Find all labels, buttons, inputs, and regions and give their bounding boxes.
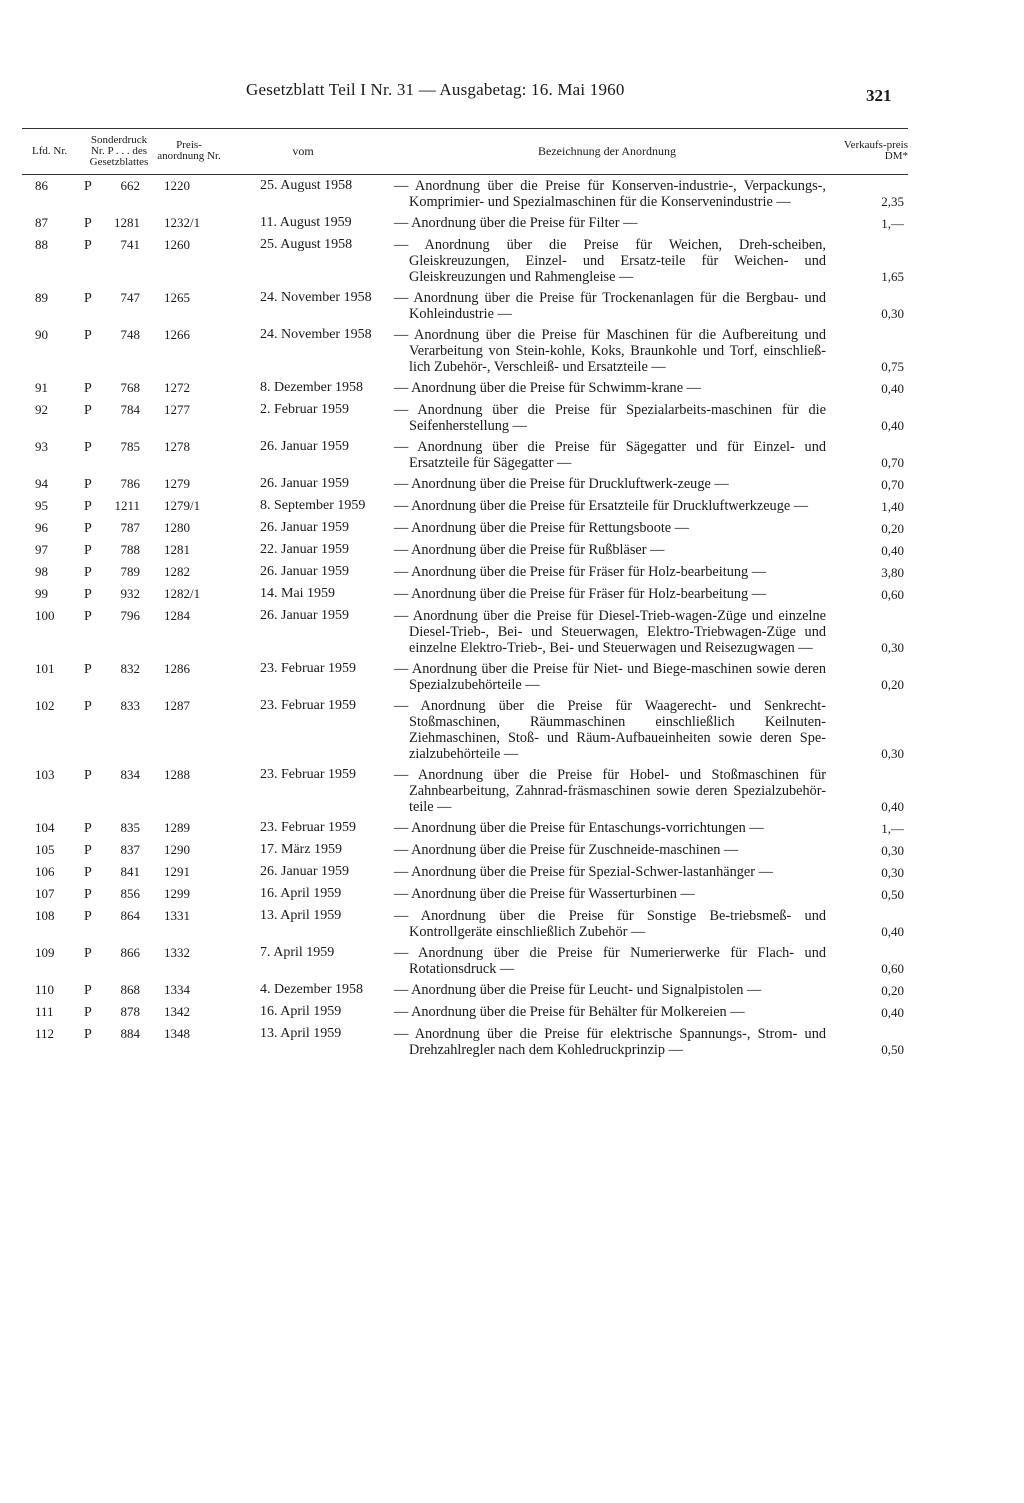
sonderdruck-prefix: P [84, 909, 92, 924]
table-row [22, 861, 908, 883]
table-row [22, 287, 908, 324]
sale-price: 0,30 [881, 865, 904, 880]
preisanordnung-number: 1279 [164, 476, 190, 491]
table-row [22, 883, 908, 905]
sonderdruck-prefix: P [84, 521, 92, 536]
order-description-text: — Anordnung über die Preise für Konserven-industrie-, Verpackungs-, Komprimier- und Spezialmaschinen für die Konservenindustrie — [394, 178, 826, 210]
sonderdruck-cell [84, 175, 154, 213]
preisanordnung-number: 1260 [164, 237, 190, 252]
order-description [382, 1023, 832, 1060]
preisanordnung-number: 1281 [164, 542, 190, 557]
sonderdruck-cell [84, 324, 154, 377]
sonderdruck-cell [84, 561, 154, 583]
sonderdruck-cell [84, 764, 154, 817]
sonderdruck-cell [84, 1001, 154, 1023]
sonderdruck-cell [84, 817, 154, 839]
order-description [382, 817, 832, 839]
order-description [382, 695, 832, 764]
sonderdruck-cell [84, 839, 154, 861]
table-row [22, 561, 908, 583]
order-description-text: — Anordnung über die Preise für Entaschungs-vorrichtungen — [394, 820, 764, 836]
preisanordnung-number: 1232/1 [164, 215, 201, 230]
table-row [22, 517, 908, 539]
row-number: 98 [35, 564, 48, 579]
sonderdruck-number: 832 [120, 661, 140, 676]
sonderdruck-cell [84, 583, 154, 605]
sale-price: 0,40 [881, 799, 904, 814]
preisanordnung-number: 1286 [164, 661, 190, 676]
table-row [22, 942, 908, 979]
preisanordnung-number: 1282/1 [164, 586, 201, 601]
table-row [22, 399, 908, 436]
sonderdruck-cell [84, 234, 154, 287]
sonderdruck-cell [84, 1023, 154, 1060]
row-number: 103 [35, 767, 55, 782]
order-date: 23. Februar 1959 [260, 767, 357, 782]
table-row [22, 658, 908, 695]
price-order-table [22, 128, 908, 1060]
order-description-text: — Anordnung über die Preise für Fräser für Holz-bearbeitung — [394, 564, 767, 580]
preisanordnung-number: 1331 [164, 908, 190, 923]
row-number: 86 [35, 178, 48, 193]
order-date: 14. Mai 1959 [260, 586, 336, 601]
order-description-text: — Anordnung über die Preise für Maschinen für die Aufbereitung und Verarbeitung von Stein-kohle, Koks, Braunkohle und Torf, einschließ-lich Zubehör-, Verschleiß- und Ersatzteile — [394, 327, 826, 375]
preisanordnung-number: 1266 [164, 327, 190, 342]
sonderdruck-cell [84, 695, 154, 764]
row-number: 101 [35, 661, 55, 676]
sonderdruck-prefix: P [84, 328, 92, 343]
order-description-text: — Anordnung über die Preise für Rettungsboote — [394, 520, 690, 536]
sonderdruck-prefix: P [84, 887, 92, 902]
order-description-text: — Anordnung über die Preise für Hobel- und Stoßmaschinen für Zahnbearbeitung, Zahnrad-fräsmaschinen sowie deren Spezialzubehör-teile — [394, 767, 826, 815]
order-description-text: — Anordnung über die Preise für elektrische Spannungs-, Strom- und Drehzahlregler nach dem Kohledruckprinzip — [394, 1026, 826, 1058]
row-number: 111 [35, 1004, 54, 1019]
table-row [22, 473, 908, 495]
sonderdruck-prefix: P [84, 477, 92, 492]
preisanordnung-number: 1289 [164, 820, 190, 835]
order-date: 26. Januar 1959 [260, 439, 350, 454]
sale-price: 0,75 [881, 359, 904, 374]
row-number: 93 [35, 439, 48, 454]
preisanordnung-number: 1332 [164, 945, 190, 960]
row-number: 100 [35, 608, 55, 623]
sonderdruck-number: 878 [120, 1004, 140, 1019]
sonderdruck-prefix: P [84, 821, 92, 836]
sale-price: 0,40 [881, 381, 904, 396]
sonderdruck-prefix: P [84, 843, 92, 858]
order-date: 26. Januar 1959 [260, 608, 350, 623]
order-description [382, 324, 832, 377]
order-date: 24. November 1958 [260, 327, 372, 342]
sonderdruck-number: 789 [120, 564, 140, 579]
order-description [382, 234, 832, 287]
table-row [22, 1001, 908, 1023]
preisanordnung-number: 1278 [164, 439, 190, 454]
sale-price: 1,40 [881, 499, 904, 514]
sale-price: 0,70 [881, 477, 904, 492]
sonderdruck-prefix: P [84, 291, 92, 306]
column-header-sonderdruck: Sonderdruck Nr. P . . . des Gesetzblattes [84, 129, 154, 175]
table-row [22, 495, 908, 517]
sonderdruck-cell [84, 377, 154, 399]
order-date: 7. April 1959 [260, 945, 335, 960]
header-title: Gesetzblatt Teil I Nr. 31 — Ausgabetag: 16. Mai 1960 [246, 80, 625, 99]
sonderdruck-prefix: P [84, 662, 92, 677]
order-description-text: — Anordnung über die Preise für Niet- und Biege-maschinen sowie deren Spezialzubehörteile — [394, 661, 826, 693]
table-row [22, 839, 908, 861]
column-header-preisanordnung: Preis-anordnung Nr. [154, 129, 224, 175]
sonderdruck-prefix: P [84, 238, 92, 253]
order-description [382, 517, 832, 539]
order-description-text: — Anordnung über die Preise für Sägegatter und für Einzel- und Ersatzteile für Sägegatter — [394, 439, 826, 471]
sonderdruck-prefix: P [84, 381, 92, 396]
table-row [22, 905, 908, 942]
row-number: 94 [35, 476, 48, 491]
page-header [0, 80, 1024, 110]
order-description-text: — Anordnung über die Preise für Druckluftwerk-zeuge — [394, 476, 729, 492]
order-description [382, 583, 832, 605]
order-description [382, 839, 832, 861]
sale-price: 0,20 [881, 983, 904, 998]
sonderdruck-prefix: P [84, 768, 92, 783]
table-row [22, 234, 908, 287]
row-number: 99 [35, 586, 48, 601]
sonderdruck-number: 747 [120, 290, 140, 305]
sonderdruck-number: 741 [120, 237, 140, 252]
order-description-text: — Anordnung über die Preise für Diesel-Trieb-wagen-Züge und einzelne Diesel-Trieb-, Bei- und Steuerwagen, Elektro-Triebwagen-Züge und einzelne Elektro-Trieb-, Bei- und Steuerwagen und Reisezugwagen — [394, 608, 826, 656]
preisanordnung-number: 1342 [164, 1004, 190, 1019]
sonderdruck-prefix: P [84, 609, 92, 624]
order-description [382, 377, 832, 399]
row-number: 107 [35, 886, 55, 901]
sonderdruck-cell [84, 495, 154, 517]
sonderdruck-number: 835 [120, 820, 140, 835]
order-description [382, 175, 832, 213]
sonderdruck-cell [84, 473, 154, 495]
sonderdruck-prefix: P [84, 699, 92, 714]
sonderdruck-number: 1281 [114, 215, 140, 230]
order-description-text: — Anordnung über die Preise für Sonstige Be-triebsmeß- und Kontrollgeräte einschließlich Zubehör — [394, 908, 826, 940]
sale-price: 0,40 [881, 924, 904, 939]
sonderdruck-number: 784 [120, 402, 140, 417]
table-row [22, 817, 908, 839]
row-number: 109 [35, 945, 55, 960]
sonderdruck-prefix: P [84, 983, 92, 998]
row-number: 112 [35, 1026, 55, 1041]
table-row [22, 324, 908, 377]
order-description [382, 764, 832, 817]
sonderdruck-cell [84, 658, 154, 695]
order-date: 8. September 1959 [260, 498, 366, 513]
order-description [382, 495, 832, 517]
sonderdruck-number: 932 [120, 586, 140, 601]
sonderdruck-number: 864 [120, 908, 140, 923]
sonderdruck-cell [84, 517, 154, 539]
table-row [22, 764, 908, 817]
sonderdruck-prefix: P [84, 946, 92, 961]
table-row [22, 175, 908, 213]
sale-price: 0,40 [881, 1005, 904, 1020]
order-description-text: — Anordnung über die Preise für Weichen, Dreh-scheiben, Gleiskreuzungen, Einzel- und Ersatz-teile für Weichen- und Gleiskreuzungen und Rahmengleise — [394, 237, 826, 285]
sale-price: 0,30 [881, 746, 904, 761]
preisanordnung-number: 1277 [164, 402, 190, 417]
sale-price: 0,30 [881, 640, 904, 655]
sonderdruck-prefix: P [84, 543, 92, 558]
sonderdruck-prefix: P [84, 499, 92, 514]
sonderdruck-cell [84, 942, 154, 979]
sonderdruck-prefix: P [84, 179, 92, 194]
sonderdruck-cell [84, 399, 154, 436]
row-number: 110 [35, 982, 55, 997]
order-date: 24. November 1958 [260, 290, 372, 305]
sonderdruck-cell [84, 436, 154, 473]
order-date: 8. Dezember 1958 [260, 380, 364, 395]
row-number: 91 [35, 380, 48, 395]
sonderdruck-number: 856 [120, 886, 140, 901]
preisanordnung-number: 1265 [164, 290, 190, 305]
column-header-nr: Lfd. Nr. [22, 129, 84, 175]
sonderdruck-number: 786 [120, 476, 140, 491]
order-description [382, 905, 832, 942]
order-description-text: — Anordnung über die Preise für Zuschneide-maschinen — [394, 842, 739, 858]
sale-price: 1,— [881, 821, 904, 836]
row-number: 108 [35, 908, 55, 923]
sonderdruck-cell [84, 605, 154, 658]
sonderdruck-prefix: P [84, 1027, 92, 1042]
sonderdruck-number: 788 [120, 542, 140, 557]
order-description [382, 473, 832, 495]
sale-price: 0,50 [881, 1042, 904, 1057]
preisanordnung-number: 1299 [164, 886, 190, 901]
sale-price: 0,40 [881, 543, 904, 558]
order-description [382, 942, 832, 979]
table-row [22, 605, 908, 658]
order-date: 26. Januar 1959 [260, 864, 350, 879]
sale-price: 0,20 [881, 521, 904, 536]
sale-price: 3,80 [881, 565, 904, 580]
order-date: 13. April 1959 [260, 908, 342, 923]
order-description-text: — Anordnung über die Preise für Wasserturbinen — [394, 886, 695, 902]
table-header [22, 129, 908, 175]
sale-price: 1,— [881, 216, 904, 231]
preisanordnung-number: 1291 [164, 864, 190, 879]
sale-price: 2,35 [881, 194, 904, 209]
order-date: 4. Dezember 1958 [260, 982, 364, 997]
row-number: 105 [35, 842, 55, 857]
order-description [382, 979, 832, 1001]
order-description [382, 1001, 832, 1023]
preisanordnung-number: 1290 [164, 842, 190, 857]
preisanordnung-number: 1279/1 [164, 498, 201, 513]
sonderdruck-prefix: P [84, 216, 92, 231]
preisanordnung-number: 1272 [164, 380, 190, 395]
sonderdruck-cell [84, 287, 154, 324]
row-number: 88 [35, 237, 48, 252]
order-date: 22. Januar 1959 [260, 542, 350, 557]
order-description-text: — Anordnung über die Preise für Waagerecht- und Senkrecht-Stoßmaschinen, Räummaschinen einschließlich Keilnuten-Ziehmaschinen, Stoß- und Räum-Aufbaueinheiten sowie deren Spe-zialzubehörteile — [394, 698, 826, 762]
row-number: 96 [35, 520, 48, 535]
order-date: 23. Februar 1959 [260, 661, 357, 676]
sale-price: 0,40 [881, 418, 904, 433]
order-date: 11. August 1959 [260, 215, 352, 230]
order-description [382, 539, 832, 561]
order-description-text: — Anordnung über die Preise für Ersatzteile für Druckluftwerkzeuge — [394, 498, 809, 514]
order-date: 26. Januar 1959 [260, 476, 350, 491]
table-row [22, 583, 908, 605]
order-description-text: — Anordnung über die Preise für Schwimm-krane — [394, 380, 701, 396]
row-number: 87 [35, 215, 48, 230]
order-description [382, 561, 832, 583]
order-description [382, 399, 832, 436]
preisanordnung-number: 1288 [164, 767, 190, 782]
table-row [22, 1023, 908, 1060]
order-description-text: — Anordnung über die Preise für Filter — [394, 215, 638, 231]
sonderdruck-number: 1211 [114, 498, 140, 513]
sonderdruck-cell [84, 212, 154, 234]
preisanordnung-number: 1348 [164, 1026, 190, 1041]
sale-price: 0,70 [881, 455, 904, 470]
order-description-text: — Anordnung über die Preise für Rußbläser — [394, 542, 665, 558]
preisanordnung-number: 1220 [164, 178, 190, 193]
sale-price: 0,60 [881, 961, 904, 976]
preisanordnung-number: 1282 [164, 564, 190, 579]
row-number: 89 [35, 290, 48, 305]
order-date: 17. März 1959 [260, 842, 343, 857]
order-description-text: — Anordnung über die Preise für Numerierwerke für Flach- und Rotationsdruck — [394, 945, 826, 977]
sonderdruck-number: 748 [120, 327, 140, 342]
sonderdruck-cell [84, 539, 154, 561]
sonderdruck-number: 833 [120, 698, 140, 713]
order-date: 13. April 1959 [260, 1026, 342, 1041]
order-description [382, 605, 832, 658]
order-description-text: — Anordnung über die Preise für Trockenanlagen für die Bergbau- und Kohleindustrie — [394, 290, 826, 322]
sonderdruck-cell [84, 979, 154, 1001]
sonderdruck-cell [84, 883, 154, 905]
order-description [382, 883, 832, 905]
sonderdruck-number: 837 [120, 842, 140, 857]
sale-price: 0,30 [881, 306, 904, 321]
table-row [22, 539, 908, 561]
sonderdruck-number: 796 [120, 608, 140, 623]
sonderdruck-number: 884 [120, 1026, 140, 1041]
sonderdruck-cell [84, 905, 154, 942]
sale-price: 1,65 [881, 269, 904, 284]
order-description [382, 436, 832, 473]
price-order-table-container [22, 128, 908, 1060]
sonderdruck-number: 768 [120, 380, 140, 395]
row-number: 92 [35, 402, 48, 417]
order-date: 23. Februar 1959 [260, 820, 357, 835]
page-number: 321 [866, 86, 892, 105]
sonderdruck-prefix: P [84, 865, 92, 880]
sonderdruck-prefix: P [84, 587, 92, 602]
order-description-text: — Anordnung über die Preise für Behälter für Molkereien — [394, 1004, 745, 1020]
order-date: 2. Februar 1959 [260, 402, 350, 417]
sale-price: 0,20 [881, 677, 904, 692]
row-number: 95 [35, 498, 48, 513]
order-date: 16. April 1959 [260, 1004, 342, 1019]
order-date: 25. August 1958 [260, 237, 353, 252]
order-date: 26. Januar 1959 [260, 564, 350, 579]
sonderdruck-prefix: P [84, 440, 92, 455]
order-description-text: — Anordnung über die Preise für Leucht- und Signalpistolen — [394, 982, 762, 998]
order-description [382, 658, 832, 695]
column-header-vom: vom [224, 129, 382, 175]
column-header-bezeichnung: Bezeichnung der Anordnung [382, 129, 832, 175]
order-description-text: — Anordnung über die Preise für Fräser für Holz-bearbeitung — [394, 586, 767, 602]
order-description [382, 287, 832, 324]
row-number: 104 [35, 820, 55, 835]
order-date: 25. August 1958 [260, 178, 353, 193]
sonderdruck-number: 787 [120, 520, 140, 535]
table-body [22, 175, 908, 1061]
order-description [382, 861, 832, 883]
preisanordnung-number: 1287 [164, 698, 190, 713]
row-number: 102 [35, 698, 55, 713]
sonderdruck-number: 785 [120, 439, 140, 454]
order-description-text: — Anordnung über die Preise für Spezial-Schwer-lastanhänger — [394, 864, 773, 880]
sale-price: 0,60 [881, 587, 904, 602]
preisanordnung-number: 1280 [164, 520, 190, 535]
sonderdruck-number: 841 [120, 864, 140, 879]
sonderdruck-cell [84, 861, 154, 883]
table-row [22, 695, 908, 764]
sonderdruck-number: 834 [120, 767, 140, 782]
row-number: 90 [35, 327, 48, 342]
row-number: 106 [35, 864, 55, 879]
sonderdruck-prefix: P [84, 1005, 92, 1020]
preisanordnung-number: 1284 [164, 608, 190, 623]
preisanordnung-number: 1334 [164, 982, 190, 997]
sale-price: 0,50 [881, 887, 904, 902]
column-header-verkaufspreis: Verkaufs-preis DM* [832, 129, 908, 175]
sonderdruck-prefix: P [84, 403, 92, 418]
order-date: 23. Februar 1959 [260, 698, 357, 713]
table-row [22, 979, 908, 1001]
table-row [22, 436, 908, 473]
sale-price: 0,30 [881, 843, 904, 858]
table-row [22, 212, 908, 234]
order-date: 26. Januar 1959 [260, 520, 350, 535]
order-description-text: — Anordnung über die Preise für Spezialarbeits-maschinen für die Seifenherstellung — [394, 402, 826, 434]
sonderdruck-number: 866 [120, 945, 140, 960]
sonderdruck-number: 868 [120, 982, 140, 997]
table-row [22, 377, 908, 399]
order-description [382, 212, 832, 234]
sonderdruck-prefix: P [84, 565, 92, 580]
sonderdruck-number: 662 [120, 178, 140, 193]
row-number: 97 [35, 542, 48, 557]
order-date: 16. April 1959 [260, 886, 342, 901]
